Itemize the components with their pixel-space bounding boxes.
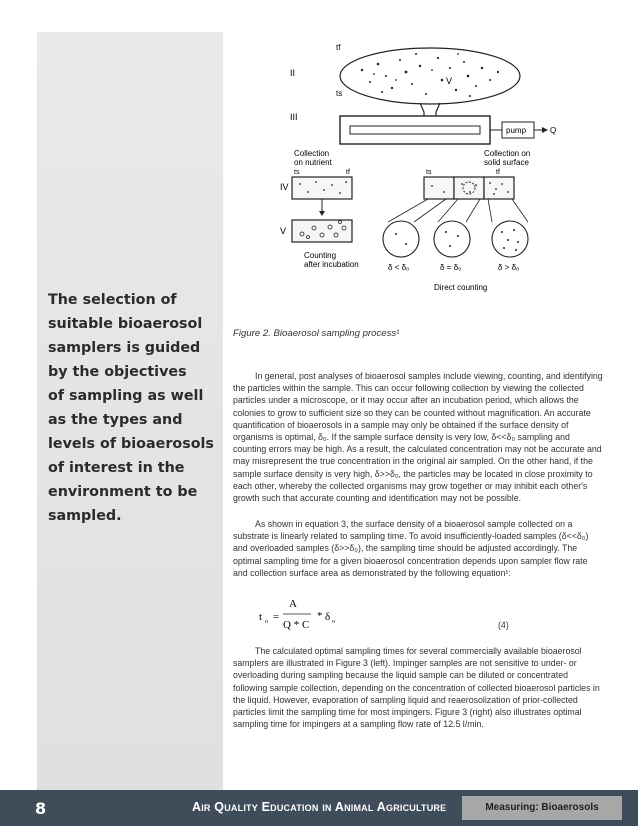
- flow-label: Q: [550, 126, 557, 135]
- stage-iv-label: IV: [280, 182, 289, 192]
- paragraph-post-analysis: In general, post analyses of bioaerosol samples include viewing, counting, and identifying the particles within the sample. This can occur following collection by viewing the collected particles under a microscope, or it may occur after an incubation period, which allows the colonies to grow to sufficient size so they can be counted without magnification. An accurate quantification of bioaerosols in a sample may only be obtained if the surface density of organisms is optimal, δ₀. If the sample surface density is very low, δ<<δ₀ sampling and counting errors may be high. As a result, the calculated concentration may not be accurate and may misrepresent the true concentration in the original air sampled. On the other hand, if the sample surface density is very high, δ>>δ₀, the particles may be located in close proximity to each other, whereby the collected organisms may grow together or may inhibit each other's growth such that accurate counting and identification may not be possible.: [233, 371, 603, 504]
- topic-tab: Measuring: Bioaerosols: [462, 796, 622, 820]
- paragraph-surface-density: As shown in equation 3, the surface density of a bioaerosol sample collected on a substrate is linearly related to sampling time. To avoid insufficiently-loaded samples (δ<<δ₀) and overloaded samples (δ>>δ₀), the sampling time should be adjusted accordingly. The optimal sampling time for a given bioaerosol concentration depends upon sampler flow rate and collection surface area as demonstrated by the following equation¹:: [233, 519, 589, 578]
- stage-v-label: V: [280, 226, 287, 236]
- svg-text:=: =: [273, 611, 280, 623]
- series-title: Air Quality Education in Animal Agriculture: [192, 800, 447, 814]
- pump-label: pump: [506, 126, 527, 135]
- tf-label-nutrient: tf: [346, 169, 350, 176]
- paragraph-optimal-times: The calculated optimal sampling times for several commercially available bioaerosol samplers are illustrated in Figure 3 (left). Impinger samples are not sensitive to under- or overloading during sampling because the liquid sample can be diluted or concentrated following sample collection, depending on the concentration of collected bioaerosol particles in the liquid. However, evaporation of sampling liquid and reaerosolization of prior-collected particles limit the sampling time for most impingers. Figure 3 (right) also illustrates optimal sampling time for impingers at a sampling flow rate of 12.5 l/min.: [233, 646, 600, 730]
- tf-label-top: tf: [336, 43, 341, 52]
- volume-label: V: [446, 76, 453, 86]
- ts-label-solid: ts: [426, 169, 432, 176]
- svg-text:t: t: [259, 611, 263, 623]
- collection-nutrient-label: Collection on nutrient: [294, 149, 332, 167]
- svg-text:o: o: [332, 619, 335, 625]
- svg-text:Q * C: Q * C: [283, 619, 310, 631]
- ts-label-top: ts: [336, 89, 343, 98]
- stage-ii-label: II: [290, 68, 296, 78]
- delta-lt-label: δ < δ₀: [388, 263, 410, 272]
- pull-quote: The selection of suitable bioaerosol samplers is guided by the objectives of sampling as well as the types and levels of bioaerosols of interest in the environment to be sampled.: [48, 292, 214, 524]
- stage-iii-label: III: [290, 112, 298, 122]
- figure-caption: Figure 2. Bioaerosol sampling process¹: [233, 328, 400, 339]
- ts-label-nutrient: ts: [294, 169, 300, 176]
- sampling-process-figure: [270, 36, 560, 306]
- delta-eq-label: δ = δ₀: [440, 263, 462, 272]
- counting-label: Counting after incubation: [304, 251, 359, 269]
- delta-gt-label: δ > δ₀: [498, 263, 520, 272]
- svg-text:A: A: [289, 598, 297, 610]
- equation-graphic: [255, 594, 375, 636]
- svg-text:δ: δ: [325, 611, 331, 623]
- page-number: 8: [35, 799, 47, 818]
- svg-text:*: *: [317, 610, 323, 622]
- optimal-time-equation: [255, 594, 375, 636]
- sampling-diagram: [270, 36, 560, 306]
- direct-counting-label: Direct counting: [434, 283, 488, 292]
- svg-text:o: o: [265, 619, 268, 625]
- page-footer: [0, 790, 638, 826]
- equation-number: (4): [498, 620, 509, 630]
- tf-label-solid: tf: [496, 169, 500, 176]
- collection-solid-label: Collection on solid surface: [484, 149, 531, 167]
